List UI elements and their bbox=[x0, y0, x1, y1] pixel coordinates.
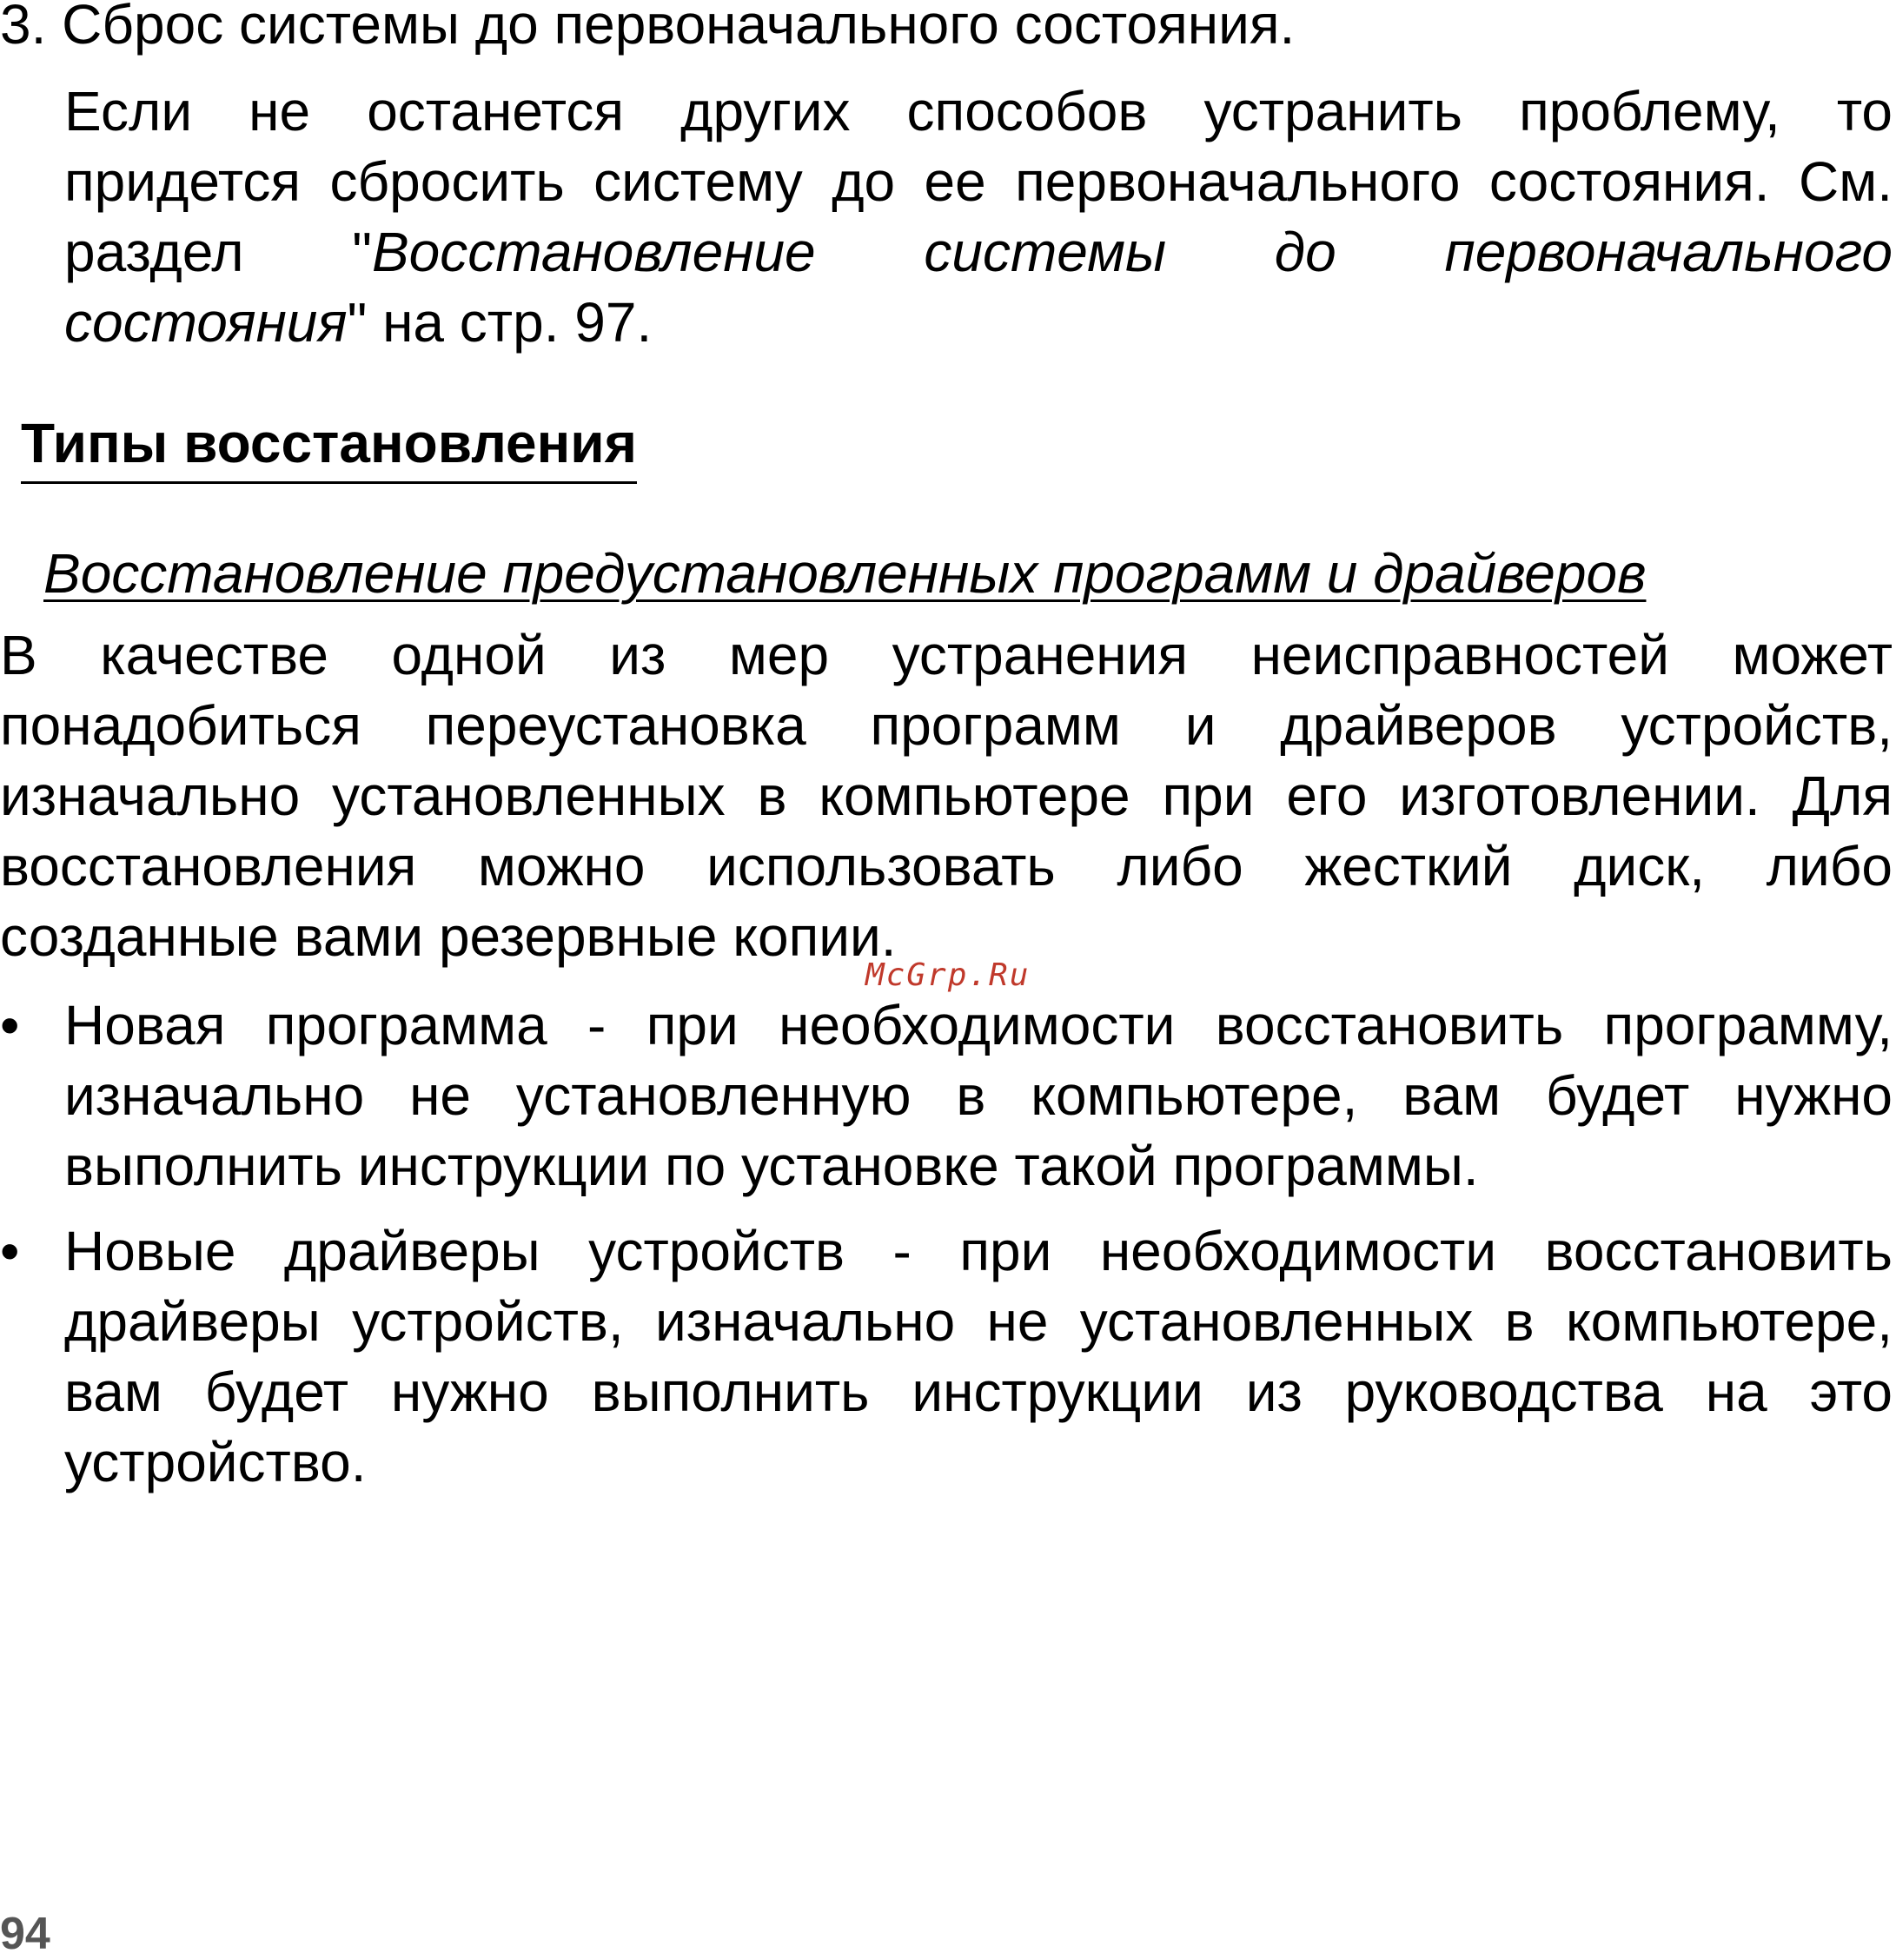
step-3-title-line bbox=[0, 0, 1295, 59]
paragraph-line: Если не останется других способов устранить проблему, то bbox=[64, 80, 1893, 142]
paragraph-line-reference bbox=[64, 217, 1893, 288]
reference-title-end: состояния bbox=[64, 291, 348, 354]
bullet-line: изначально не установленную в компьютере, вам будет нужно bbox=[64, 1064, 1893, 1127]
paragraph-line: понадобиться переустановка программ и драйверов устройств, bbox=[0, 694, 1893, 757]
watermark: McGrp.Ru bbox=[865, 957, 1031, 993]
section-heading: Типы восстановления bbox=[21, 408, 637, 484]
bullet-item-new-drivers bbox=[64, 1216, 1893, 1498]
bullet-line: Новая программа - при необходимости восстановить программу, bbox=[64, 994, 1893, 1056]
bullet-line: выполнить инструкции по установке такой программы. bbox=[64, 1135, 1479, 1197]
subsection-heading: Восстановление предустановленных программ и драйверов bbox=[43, 542, 1647, 605]
page-number: 94 bbox=[0, 1909, 50, 1959]
paragraph-line: восстановления можно использовать либо жесткий диск, либо bbox=[0, 835, 1893, 897]
step-3-paragraph bbox=[64, 76, 1893, 358]
reference-title: Восстановление системы до первоначального bbox=[371, 221, 1893, 283]
bullet-item-new-program bbox=[64, 990, 1893, 1202]
paragraph-line: В качестве одной из мер устранения неисправностей может bbox=[0, 624, 1893, 686]
reference-suffix: " на стр. 97. bbox=[347, 291, 653, 354]
bullet-line: устройство. bbox=[64, 1431, 367, 1493]
bullet-line: вам будет нужно выполнить инструкции из руководства на это bbox=[64, 1361, 1893, 1423]
paragraph-line: созданные вами резервные копии. bbox=[0, 905, 897, 968]
bullet-marker: • bbox=[0, 1220, 20, 1282]
intro-paragraph bbox=[0, 620, 1893, 972]
bullet-line: Новые драйверы устройств - при необходимости восстановить bbox=[64, 1220, 1893, 1282]
paragraph-line: придется сбросить систему до ее первоначального состояния. См. bbox=[64, 150, 1893, 213]
bullet-line: драйверы устройств, изначально не установленных в компьютере, bbox=[64, 1290, 1893, 1353]
paragraph-line: изначально установленных в компьютере при его изготовлении. Для bbox=[0, 765, 1893, 827]
paragraph-line-reference-end bbox=[64, 288, 1893, 358]
step-title: Сброс системы до первоначального состояния. bbox=[62, 0, 1296, 56]
reference-prefix: раздел " bbox=[64, 221, 372, 283]
step-number: 3. bbox=[0, 0, 47, 56]
bullet-marker: • bbox=[0, 994, 20, 1056]
